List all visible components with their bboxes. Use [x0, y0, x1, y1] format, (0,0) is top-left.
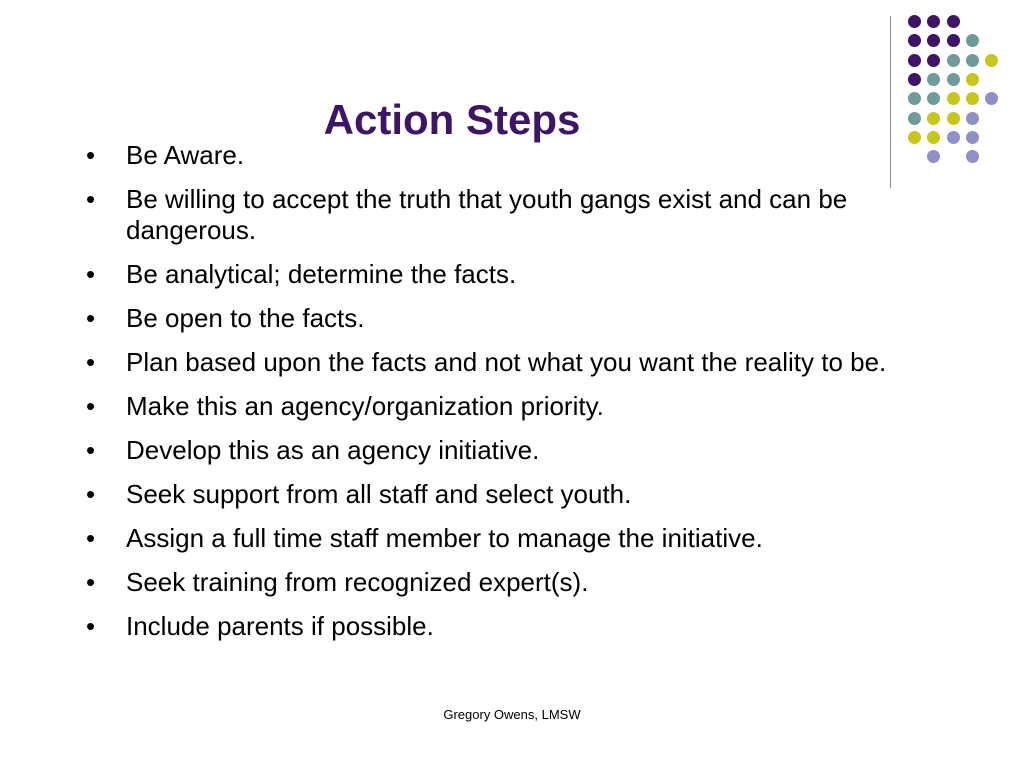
decorative-dot	[908, 54, 921, 67]
decorative-dot	[966, 34, 979, 47]
bullet-text: Be analytical; determine the facts.	[126, 259, 517, 289]
bullet-item	[86, 523, 906, 554]
slide-title: Action Steps	[323, 96, 581, 144]
bullet-text: Plan based upon the facts and not what you want the reality to be.	[126, 347, 887, 377]
decorative-dot	[927, 73, 940, 86]
bullet-text: Be willing to accept the truth that youth gangs exist and can be dangerous.	[126, 184, 848, 245]
slide-footer: Gregory Owens, LMSW	[443, 707, 581, 722]
bullet-icon: •	[86, 567, 96, 597]
bullet-icon: •	[86, 611, 96, 641]
decorative-dot	[927, 54, 940, 67]
decorative-dot	[966, 92, 979, 105]
decorative-dot	[908, 34, 921, 47]
decorative-dot	[947, 15, 960, 28]
decorative-dot	[947, 34, 960, 47]
decorative-dot	[966, 73, 979, 86]
decorative-dot	[947, 54, 960, 67]
decorative-dot	[966, 54, 979, 67]
decorative-dot	[927, 150, 940, 163]
bullet-icon: •	[86, 479, 96, 509]
bullet-text: Make this an agency/organization priority.	[126, 391, 604, 421]
bullet-icon: •	[86, 140, 96, 170]
decorative-dot	[947, 131, 960, 144]
decorative-dot	[908, 92, 921, 105]
decorative-dot	[908, 73, 921, 86]
bullet-item	[86, 184, 906, 246]
decorative-dot	[908, 112, 921, 125]
decorative-dot	[947, 73, 960, 86]
decorative-dot	[908, 15, 921, 28]
decorative-dot	[985, 54, 998, 67]
bullet-icon: •	[86, 523, 96, 553]
bullet-icon: •	[86, 347, 96, 377]
bullet-text: Seek training from recognized expert(s).	[126, 567, 589, 597]
decorative-dot	[947, 92, 960, 105]
bullet-icon: •	[86, 435, 96, 465]
bullet-item	[86, 435, 906, 466]
bullet-text: Include parents if possible.	[126, 611, 434, 641]
bullet-text: Assign a full time staff member to manage the initiative.	[126, 523, 763, 553]
decorative-dot	[927, 92, 940, 105]
bullet-text: Develop this as an agency initiative.	[126, 435, 540, 465]
bullet-item	[86, 303, 906, 334]
bullet-item	[86, 347, 906, 378]
decorative-dot	[947, 112, 960, 125]
bullet-item	[86, 391, 906, 422]
bullet-icon: •	[86, 303, 96, 333]
bullet-text: Be open to the facts.	[126, 303, 365, 333]
bullet-item	[86, 567, 906, 598]
bullet-item	[86, 611, 906, 642]
bullet-icon: •	[86, 184, 96, 214]
decorative-dot	[985, 92, 998, 105]
decorative-dot	[927, 15, 940, 28]
bullet-text: Seek support from all staff and select youth.	[126, 479, 632, 509]
decorative-dot	[927, 34, 940, 47]
bullet-list	[86, 140, 906, 655]
bullet-icon: •	[86, 391, 96, 421]
decorative-dot	[927, 112, 940, 125]
decorative-dot	[966, 112, 979, 125]
decorative-dot	[966, 150, 979, 163]
decorative-dot	[908, 131, 921, 144]
decorative-dot	[966, 131, 979, 144]
bullet-text: Be Aware.	[126, 140, 245, 170]
bullet-item	[86, 140, 906, 171]
bullet-item	[86, 479, 906, 510]
decorative-dot-grid	[908, 15, 1008, 165]
bullet-item	[86, 259, 906, 290]
bullet-icon: •	[86, 259, 96, 289]
decorative-dot	[927, 131, 940, 144]
